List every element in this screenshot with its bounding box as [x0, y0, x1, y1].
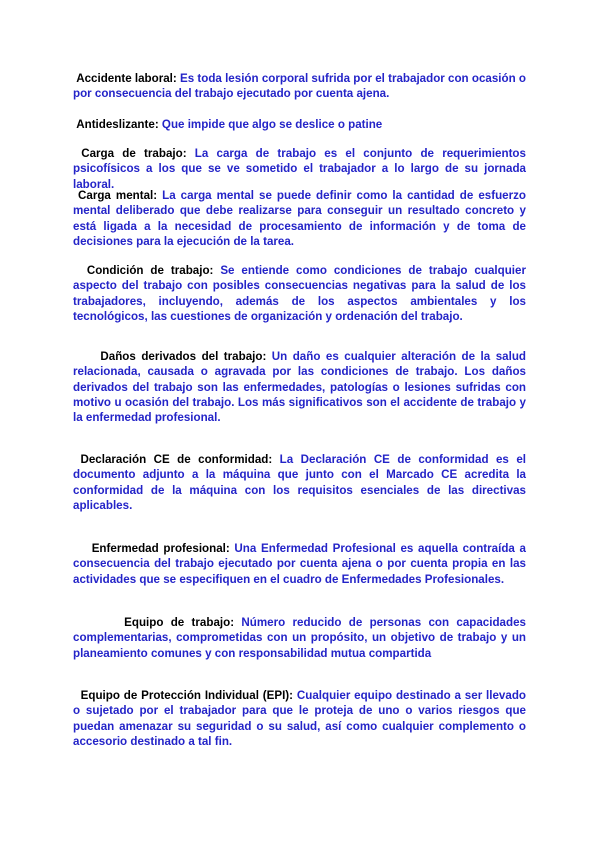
term: Equipo de trabajo: [124, 616, 235, 629]
entry-condicion-de-trabajo [73, 263, 526, 324]
definition: Una Enfermedad Profesional es aquella contraída a consecuencia del trabajo ejecutado por cuenta ajena o por cuenta propia en las actividades que se especifiquen en el cuadro de Enfermedades Profesionales. [73, 542, 526, 586]
term: Carga de trabajo: [81, 147, 187, 160]
term: Carga mental: [78, 189, 158, 202]
definition: Cualquier equipo destinado a ser llevado o sujetado por el trabajador para que le proteja de uno o varios riesgos que puedan amenazar su seguridad o su salud, así como cualquier complemento o accesorio destinado a tal fin. [73, 689, 526, 748]
term: Equipo de Protección Individual (EPI): [80, 689, 294, 702]
definition: Es toda lesión corporal sufrida por el trabajador con ocasión o por consecuencia del trabajo ejecutado por cuenta ajena. [73, 72, 526, 101]
entry-antideslizante [73, 117, 526, 132]
term: Declaración CE de conformidad: [80, 453, 273, 466]
term: Antideslizante: [76, 118, 159, 131]
definition: La Declaración CE de conformidad es el documento adjunto a la máquina que junto con el Marcado CE acredita la conformidad de la máquina con los requisitos esenciales de las directivas aplicables. [73, 453, 526, 512]
definition: La carga de trabajo es el conjunto de requerimientos psicofísicos a los que se ve sometido el trabajador a lo largo de su jornada laboral. [73, 147, 526, 191]
entry-danos-derivados [73, 349, 526, 425]
entry-enfermedad-profesional [73, 541, 526, 587]
entry-declaracion-ce [73, 452, 526, 513]
term: Daños derivados del trabajo: [100, 350, 267, 363]
definition: Que impide que algo se deslice o patine [161, 118, 383, 131]
definition: Se entiende como condiciones de trabajo cualquier aspecto del trabajo con posibles consecuencias negativas para la salud de los trabajadores, incluyendo, además de los aspectos ambientales y los tecnológicos, las cuestiones de organización y ordenación del trabajo. [73, 264, 526, 323]
entry-equipo-de-trabajo [73, 615, 526, 661]
term: Condición de trabajo: [86, 264, 214, 277]
definition: La carga mental se puede definir como la cantidad de esfuerzo mental deliberado que debe realizarse para conseguir un resultado concreto y está ligada a la necesidad de procesamiento de información y de toma de decisiones para la ejecución de la tarea. [73, 189, 526, 248]
entry-carga-de-trabajo [73, 146, 526, 192]
term: Accidente laboral: [76, 72, 177, 85]
entry-accidente-laboral [73, 71, 526, 102]
entry-epi [73, 688, 526, 749]
term: Enfermedad profesional: [91, 542, 230, 555]
entry-carga-mental [73, 188, 526, 249]
definition: Número reducido de personas con capacidades complementarias, comprometidas con un propósito, un objetivo de trabajo y un planeamiento comunes y con responsabilidad mutua compartida [73, 616, 526, 660]
definition: Un daño es cualquier alteración de la salud relacionada, causada o agravada por las condiciones de trabajo. Los daños derivados del trabajo son las enfermedades, patologías o lesiones sufridas con motivo u ocasión del trabajo. Los más significativos son el accidente de trabajo y la enfermedad profesional. [73, 350, 526, 425]
